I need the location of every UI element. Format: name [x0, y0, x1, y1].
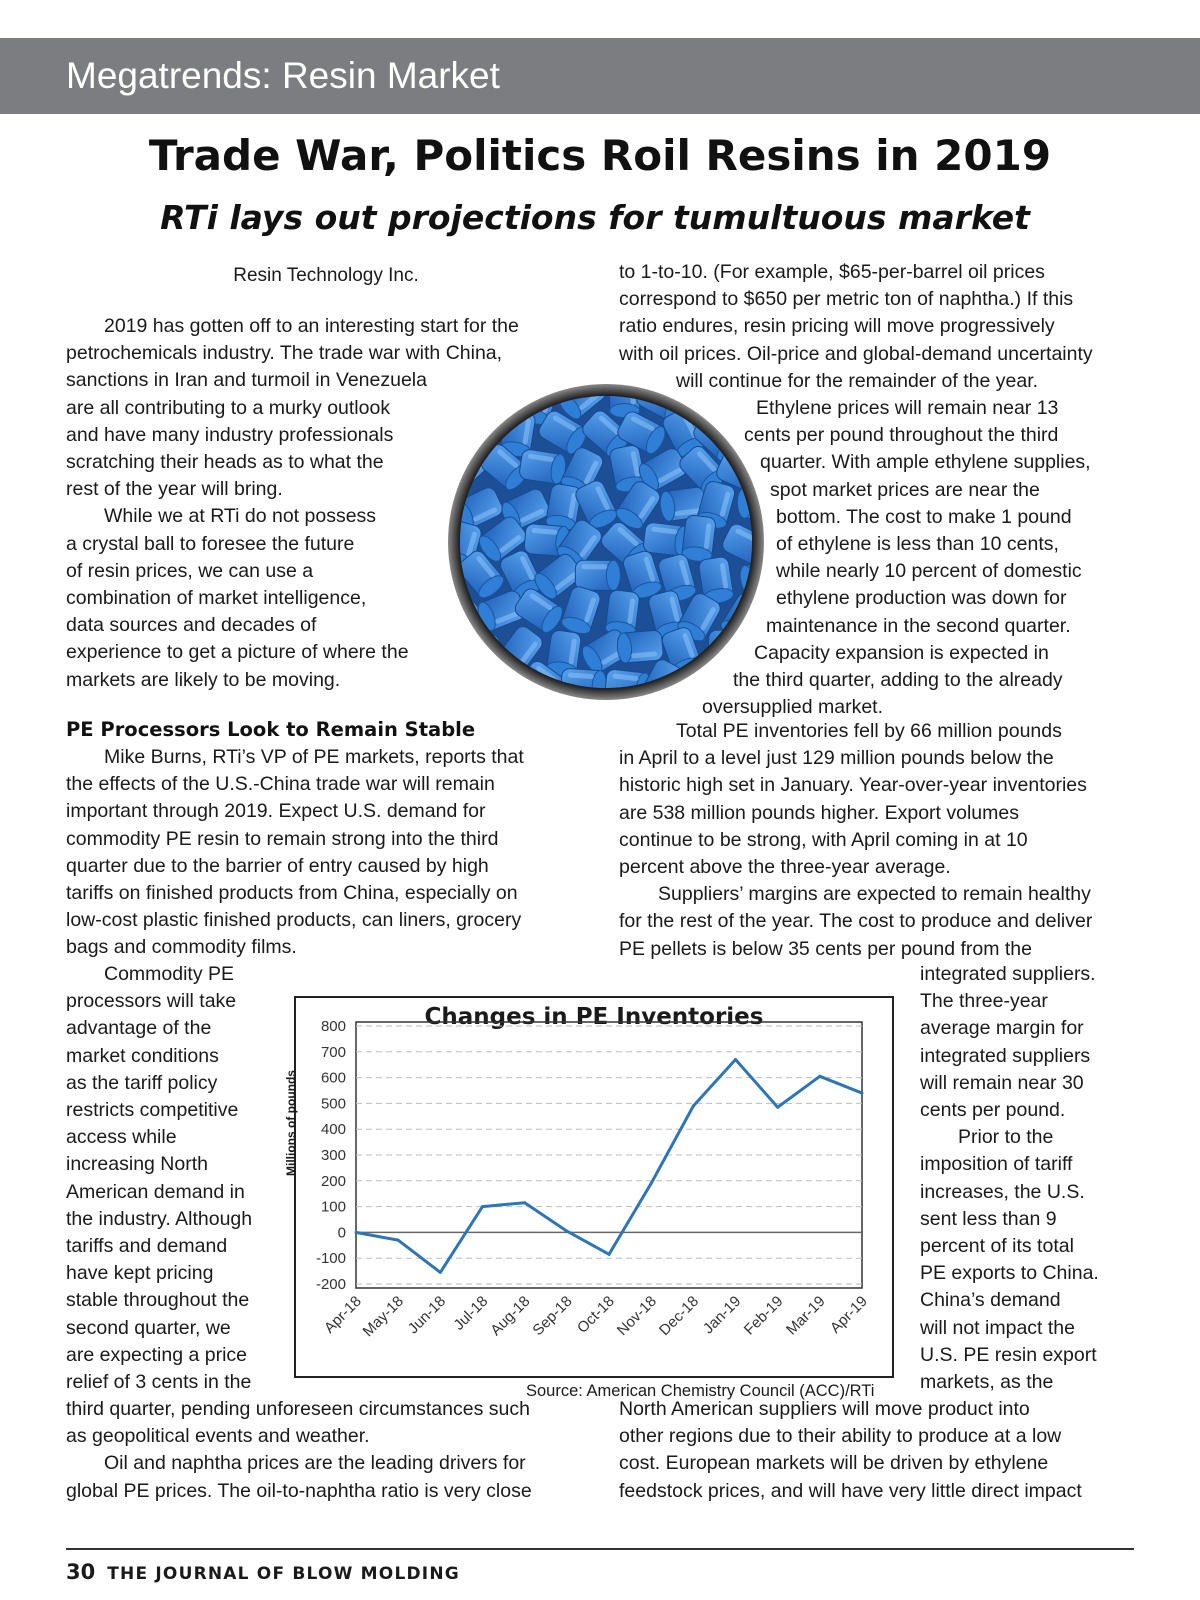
- chart-data-point: [397, 1239, 400, 1242]
- chart-y-tick-label: 500: [320, 1095, 346, 1113]
- body-line: data sources and decades of: [66, 614, 317, 637]
- body-line: will remain near 30: [920, 1071, 1084, 1094]
- body-line: markets, as the: [920, 1371, 1054, 1393]
- body-line: petrochemicals industry. The trade war with China,: [66, 342, 503, 365]
- body-line: Total PE inventories fell by 66 million pounds: [676, 720, 1062, 742]
- chart-y-axis-label: Millions of pounds: [284, 1070, 298, 1176]
- chart-x-tick-label: Jul-18: [450, 1292, 492, 1334]
- chart-y-tick-label: -100: [315, 1250, 346, 1268]
- footer-rule: [66, 1548, 1134, 1550]
- body-line: important through 2019. Expect U.S. demand for: [66, 800, 486, 823]
- body-line: tariffs and demand: [66, 1235, 228, 1257]
- body-line: will continue for the remainder of the year.: [676, 369, 1039, 392]
- chart-y-tick-label: 600: [320, 1069, 346, 1087]
- chart-y-tick-label: 200: [320, 1172, 346, 1190]
- chart-data-point: [439, 1271, 442, 1274]
- body-line: the effects of the U.S.-China trade war will remain: [66, 773, 495, 796]
- body-line: stable throughout the: [66, 1289, 250, 1312]
- chart-x-tick-label: Sep-18: [529, 1292, 576, 1340]
- body-line: feedstock prices, and will have very little direct impact: [619, 1479, 1082, 1502]
- body-line: Mike Burns, RTi’s VP of PE markets, reports that: [104, 746, 524, 768]
- chart-x-tick-label: Apr-19: [826, 1292, 871, 1337]
- chart-data-point: [776, 1106, 779, 1109]
- body-line: increases, the U.S.: [920, 1180, 1085, 1203]
- chart-data-point: [650, 1182, 653, 1185]
- body-line: with oil prices. Oil-price and global-demand uncertainty: [619, 342, 1093, 365]
- body-line: American demand in: [66, 1180, 245, 1203]
- body-line: of ethylene is less than 10 cents,: [776, 533, 1059, 555]
- chart-data-point: [861, 1092, 864, 1095]
- body-line: Suppliers’ margins are expected to remain healthy: [658, 883, 1091, 906]
- body-line: spot market prices are near the: [770, 478, 1040, 501]
- section-banner: [0, 38, 1200, 114]
- body-line: market conditions: [66, 1044, 219, 1067]
- chart-series-line: [356, 1060, 862, 1273]
- body-line: of resin prices, we can use a: [66, 559, 314, 582]
- body-line: oversupplied market.: [702, 696, 884, 719]
- chart-x-tick-label: Apr-18: [320, 1292, 365, 1337]
- chart-y-tick-label: 100: [320, 1198, 346, 1216]
- body-line: cents per pound.: [920, 1099, 1066, 1121]
- body-line: have kept pricing: [66, 1262, 214, 1285]
- body-line: historic high set in January. Year-over-year inventories: [619, 774, 1087, 797]
- chart-y-tick-label: 800: [320, 1018, 346, 1035]
- body-line: percent above the three-year average.: [619, 856, 951, 878]
- body-line: U.S. PE resin export: [920, 1343, 1097, 1366]
- body-line: processors will take: [66, 990, 237, 1013]
- article-deck: RTi lays out projections for tumultuous market: [160, 198, 1030, 237]
- body-line: cost. European markets will be driven by ethylene: [619, 1452, 1049, 1475]
- body-line: will not impact the: [920, 1316, 1075, 1339]
- chart-title: Changes in PE Inventories: [424, 1004, 764, 1030]
- body-line: second quarter, we: [66, 1316, 231, 1339]
- body-line: sanctions in Iran and turmoil in Venezuela: [66, 369, 427, 392]
- byline: Resin Technology Inc.: [233, 265, 419, 286]
- chart-source: Source: American Chemistry Council (ACC)/RTi: [526, 1382, 875, 1400]
- chart-x-tick-label: Jun-18: [404, 1292, 450, 1338]
- body-line: quarter. With ample ethylene supplies,: [760, 451, 1091, 474]
- body-line: China’s demand: [920, 1289, 1061, 1312]
- body-line: increasing North: [66, 1153, 208, 1176]
- body-line: North American suppliers will move product into: [619, 1398, 1030, 1420]
- body-line: and have many industry professionals: [66, 423, 394, 446]
- body-line: While we at RTi do not possess: [104, 505, 377, 528]
- body-line: relief of 3 cents in the: [66, 1371, 252, 1393]
- body-line: a crystal ball to foresee the future: [66, 532, 355, 555]
- section-subhead: PE Processors Look to Remain Stable: [66, 718, 476, 741]
- body-line: continue to be strong, with April coming in at 10: [619, 828, 1028, 851]
- body-line: access while: [66, 1126, 177, 1149]
- chart-x-tick-label: Dec-18: [655, 1292, 703, 1340]
- page-footer: [66, 1558, 460, 1588]
- chart-data-point: [608, 1253, 611, 1256]
- body-line: average margin for: [920, 1017, 1084, 1040]
- body-line: Commodity PE: [104, 963, 235, 985]
- body-line: combination of market intelligence,: [66, 587, 367, 609]
- body-line: for the rest of the year. The cost to produce and deliver: [619, 910, 1093, 933]
- body-line: Capacity expansion is expected in: [754, 641, 1049, 664]
- chart-x-tick-label: Nov-18: [613, 1292, 660, 1340]
- body-line: imposition of tariff: [920, 1153, 1073, 1176]
- body-line: tariffs on finished products from China, especially on: [66, 882, 518, 904]
- chart-x-tick-label: Jan-19: [699, 1292, 745, 1338]
- body-line: as geopolitical events and weather.: [66, 1425, 370, 1448]
- blue-pellets-image: [448, 384, 764, 700]
- body-line: 2019 has gotten off to an interesting start for the: [104, 315, 519, 337]
- chart-x-tick-label: Oct-18: [573, 1292, 618, 1337]
- body-line: PE pellets is below 35 cents per pound from the: [619, 937, 1032, 960]
- body-line: experience to get a picture of where the: [66, 641, 409, 664]
- body-line: other regions due to their ability to produce at a low: [619, 1425, 1062, 1448]
- page-number: 30: [66, 1560, 96, 1584]
- chart-data-point: [818, 1075, 821, 1078]
- chart-y-tick-label: 300: [320, 1147, 346, 1164]
- body-line: correspond to $650 per metric ton of naphtha.) If this: [619, 288, 1074, 311]
- body-line: are expecting a price: [66, 1343, 248, 1366]
- chart-data-point: [481, 1205, 484, 1208]
- chart-data-point: [734, 1058, 737, 1061]
- body-line: ethylene production was down for: [776, 587, 1067, 610]
- chart-x-tick-label: Feb-19: [740, 1292, 787, 1339]
- body-line: integrated suppliers: [920, 1044, 1091, 1067]
- body-line: to 1-to-10. (For example, $65-per-barrel oil prices: [619, 261, 1045, 283]
- body-line: are all contributing to a murky outlook: [66, 396, 391, 419]
- body-line: third quarter, pending unforeseen circumstances such: [66, 1398, 530, 1420]
- body-line: integrated suppliers.: [920, 963, 1096, 985]
- article-headline: Trade War, Politics Roil Resins in 2019: [148, 131, 1052, 180]
- body-line: percent of its total: [920, 1235, 1074, 1257]
- body-line: while nearly 10 percent of domestic: [776, 560, 1082, 583]
- chart-data-point: [523, 1201, 526, 1204]
- body-line: PE exports to China.: [920, 1262, 1099, 1285]
- body-line: ratio endures, resin pricing will move progressively: [619, 315, 1055, 338]
- chart-y-tick-label: 0: [337, 1224, 346, 1242]
- body-line: The three-year: [920, 990, 1048, 1013]
- body-line: commodity PE resin to remain strong into the third: [66, 827, 499, 850]
- body-line: scratching their heads as to what the: [66, 451, 384, 473]
- chart-x-tick-label: May-18: [359, 1292, 407, 1341]
- chart-data-point: [355, 1231, 358, 1234]
- body-line: bottom. The cost to make 1 pound: [776, 505, 1072, 528]
- body-line: low-cost plastic finished products, can liners, grocery: [66, 909, 522, 932]
- chart-plot: [294, 996, 894, 1378]
- body-line: Prior to the: [958, 1126, 1054, 1149]
- body-line: advantage of the: [66, 1017, 212, 1040]
- chart-data-point: [692, 1104, 695, 1107]
- body-line: quarter due to the barrier of entry caused by high: [66, 854, 489, 877]
- body-line: the third quarter, adding to the already: [733, 669, 1063, 691]
- body-line: are 538 million pounds higher. Export volumes: [619, 801, 1019, 824]
- body-line: restricts competitive: [66, 1099, 239, 1121]
- body-line: bags and commodity films.: [66, 936, 297, 959]
- body-line: Ethylene prices will remain near 13: [756, 397, 1059, 419]
- body-line: sent less than 9: [920, 1207, 1057, 1230]
- body-line: maintenance in the second quarter.: [766, 614, 1071, 637]
- body-line: rest of the year will bring.: [66, 478, 283, 501]
- body-line: the industry. Although: [66, 1207, 253, 1230]
- body-line: in April to a level just 129 million pounds below the: [619, 747, 1054, 770]
- chart-y-tick-label: 400: [320, 1121, 346, 1139]
- publication-name: THE JOURNAL OF BLOW MOLDING: [107, 1564, 460, 1584]
- body-line: global PE prices. The oil-to-naphtha ratio is very close: [66, 1479, 532, 1502]
- section-title: Megatrends: Resin Market: [66, 55, 500, 96]
- body-line: as the tariff policy: [66, 1071, 218, 1094]
- chart-x-tick-label: Aug-18: [487, 1292, 534, 1340]
- chart-x-tick-label: Mar-19: [783, 1292, 829, 1339]
- chart-y-tick-label: 700: [320, 1043, 346, 1061]
- body-line: Oil and naphtha prices are the leading drivers for: [104, 1452, 526, 1475]
- chart-y-tick-label: -200: [315, 1276, 346, 1293]
- chart-data-point: [565, 1230, 568, 1233]
- body-line: cents per pound throughout the third: [744, 424, 1059, 447]
- body-line: markets are likely to be moving.: [66, 668, 341, 691]
